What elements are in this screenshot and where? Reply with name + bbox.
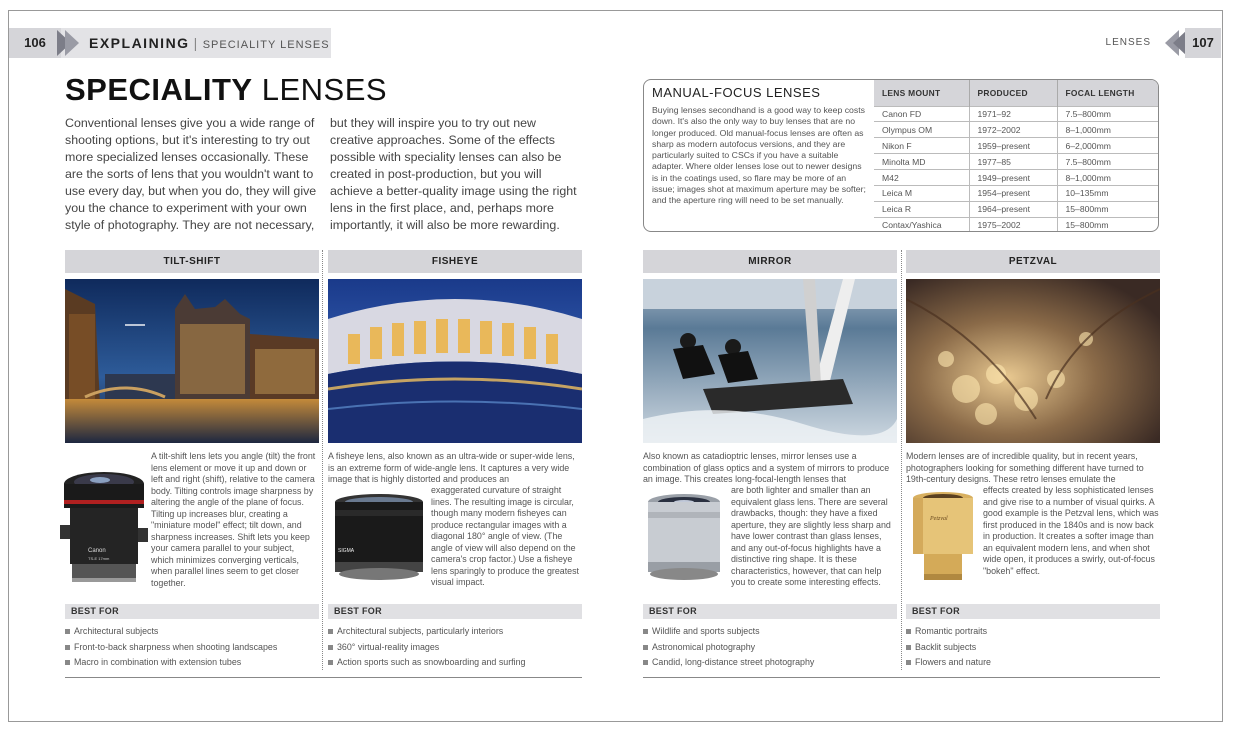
table-row: [874, 185, 1159, 201]
lens-brand-mark: SIGMA: [338, 548, 355, 554]
list-item: Architectural subjects: [65, 626, 319, 642]
tilt-shift-best-for: BEST FOR: [65, 604, 319, 619]
table-cell: 1977–85: [969, 154, 1057, 170]
fisheye-photo: [328, 279, 582, 443]
table-cell: 8–1,000mm: [1057, 122, 1159, 138]
list-item: Candid, long-distance street photography: [643, 657, 897, 673]
bottom-rule-left: [65, 677, 582, 678]
list-item: Macro in combination with extension tubes: [65, 657, 319, 673]
table-cell: 1959–present: [969, 138, 1057, 154]
lens-mount-table: [874, 80, 1159, 232]
table-cell: Leica M: [874, 185, 969, 201]
mirror-photo: [643, 279, 897, 443]
mirror-text: are both lighter and smaller than an equivalent glass lens. There are several drawbacks, though: they have a fixed aperture, they are slightly less sharp and have lower contrast than glass lenses, and any out-of-focus highlights have a distinctive ring shape. It is these characteristics, however, that can help you to create some interesting effects.: [731, 485, 891, 587]
petzval-best-for: BEST FOR: [906, 604, 1160, 619]
right-section-label: LENSES: [1105, 37, 1151, 48]
table-cell: 1964–present: [969, 201, 1057, 217]
table-cell: 6–2,000mm: [1057, 138, 1159, 154]
tilt-shift-heading: TILT-SHIFT: [65, 250, 319, 273]
table-row: [874, 201, 1159, 217]
table-row: [874, 106, 1159, 122]
table-header: FOCAL LENGTH: [1057, 80, 1159, 106]
fisheye-best-for: BEST FOR: [328, 604, 582, 619]
page-title: [65, 72, 387, 108]
tilt-shift-text: A tilt-shift lens lets you angle (tilt) the front lens element or move it up and down or left and right (shift), relative to the camera body. Tilting controls image sharpness by altering the angle of the plane of focus. Tilting up increases blur, creating a "miniature model" effect; tilt down, and sharpness increases. Shift lets you keep your camera parallel to your subject, which minimizes converging verticals, when parallel lines seem to get closer together.: [151, 451, 316, 588]
mirror-heading: MIRROR: [643, 250, 897, 273]
fisheye-best-list: [328, 626, 582, 673]
table-row: [874, 138, 1159, 154]
bokeh-image: [906, 279, 1160, 443]
list-item: 360° virtual-reality images: [328, 642, 582, 658]
left-page-number: 106: [9, 28, 61, 58]
table-cell: 15–800mm: [1057, 201, 1159, 217]
table-cell: 1971–92: [969, 106, 1057, 122]
petzval-photo: [906, 279, 1160, 443]
table-row: [874, 217, 1159, 232]
mirror-lens-image: [645, 492, 723, 589]
table-cell: Contax/Yashica: [874, 217, 969, 232]
list-item: Romantic portraits: [906, 626, 1160, 642]
list-item: Wildlife and sports subjects: [643, 626, 897, 642]
table-cell: 15–800mm: [1057, 217, 1159, 232]
section-name: EXPLAINING: [89, 35, 190, 51]
table-cell: 1949–present: [969, 170, 1057, 186]
fisheye-heading: FISHEYE: [328, 250, 582, 273]
fisheye-text: exaggerated curvature of straight lines. The resulting image is circular, though many modern fisheyes can produce rectangular images with a diagonal 180° angle of view. (The angle of view will also depend on the camera's crop factor.) Use a fisheye lens sparingly to produce the greatest visual impact.: [431, 485, 580, 587]
lens-brand-mark: Canon: [88, 548, 106, 554]
subsection-name: SPECIALITY LENSES: [202, 39, 330, 51]
right-page-number: 107: [1185, 28, 1221, 58]
list-item: Flowers and nature: [906, 657, 1160, 673]
title-light: LENSES: [252, 72, 388, 107]
petzval-text: effects created by less sophisticated lenses and give rise to a number of visual quirks. A good example is the Petzval lens, which was first produced in the 1840s and is now back in production. It creates a softer image than an equivalent modern lens, and when shot wide open, it produces a swirly, out-of-focus "bokeh" effect.: [983, 485, 1159, 576]
mirror-text-top: Also known as catadioptric lenses, mirror lenses use a combination of glass optics and a system of mirrors to produce an image. This creates long-focal-length lenses that: [643, 451, 890, 484]
manual-focus-body: Buying lenses secondhand is a good way to keep costs down. It's also the only way to buy lenses that are no longer produced. Old manual-focus lenses are often as sharp as modern autofocus versions, and they are particularly suited to CSCs if you have a suitable adapter. Where older lenses lose out to newer designs is in the coatings used, so flare may be more of an issue; images shot at maximum aperture may be softer; and the aperture ring will need to be set manually.: [652, 105, 866, 206]
city-night-image: [65, 279, 319, 443]
petzval-text-top: Modern lenses are of incredible quality, but in recent years, photographers looking for something different have turned to 19th-century designs. These retro lenses emulate the: [906, 451, 1144, 484]
column-divider: [901, 250, 902, 670]
petzval-lens-image: [910, 490, 976, 591]
lens-spec-mark: TS-E 17mm: [88, 556, 110, 561]
table-cell: 10–135mm: [1057, 185, 1159, 201]
table-row: [874, 170, 1159, 186]
table-cell: Canon FD: [874, 106, 969, 122]
table-header: PRODUCED: [969, 80, 1057, 106]
chevron-right-icon: [65, 30, 79, 56]
mirror-best-list: [643, 626, 897, 673]
table-cell: 7.5–800mm: [1057, 106, 1159, 122]
list-item: Backlit subjects: [906, 642, 1160, 658]
table-cell: Minolta MD: [874, 154, 969, 170]
list-item: Architectural subjects, particularly interiors: [328, 626, 582, 642]
petzval-heading: PETZVAL: [906, 250, 1160, 273]
mirror-best-for: BEST FOR: [643, 604, 897, 619]
title-bold: SPECIALITY: [65, 72, 253, 107]
intro-paragraph-1: Conventional lenses give you a wide range of shooting options, but it's interesting to try out more specialized lenses occasionally. These are the sorts of lens that you wouldn't want to use every day, but when you do, they will give you the chance to experiment with your own style of photography. They are not necessary,: [65, 116, 317, 232]
sailing-image: [643, 279, 897, 443]
table-header-row: [874, 80, 1159, 106]
table-cell: 1954–present: [969, 185, 1057, 201]
table-cell: Nikon F: [874, 138, 969, 154]
table-cell: 8–1,000mm: [1057, 170, 1159, 186]
tilt-shift-best-list: [65, 626, 319, 673]
table-cell: Olympus OM: [874, 122, 969, 138]
table-row: [874, 154, 1159, 170]
table-cell: 1972–2002: [969, 122, 1057, 138]
bottom-rule-right: [643, 677, 1160, 678]
manual-focus-title: MANUAL-FOCUS LENSES: [652, 85, 821, 100]
table-cell: 1975–2002: [969, 217, 1057, 232]
manual-focus-panel: [643, 79, 1159, 232]
lens-brand-mark: Petzval: [930, 516, 948, 522]
table-header: LENS MOUNT: [874, 80, 969, 106]
table-cell: Leica R: [874, 201, 969, 217]
table-cell: M42: [874, 170, 969, 186]
manual-focus-text: [652, 85, 866, 207]
header-separator: |: [193, 35, 199, 51]
petzval-best-list: [906, 626, 1160, 673]
intro-paragraph-2: but they will inspire you to try out new creative approaches. Some of the effects possible with speciality lenses can also be created in post-production, but you will achieve a better-quality image using the right lens in the first place, and, perhaps more importantly, it will also be more rewarding.: [330, 116, 577, 232]
table-cell: 7.5–800mm: [1057, 154, 1159, 170]
table-row: [874, 122, 1159, 138]
header-right: [1085, 28, 1221, 58]
header-left: [9, 28, 331, 58]
tilt-shift-lens-image: [60, 470, 148, 593]
list-item: Front-to-back sharpness when shooting landscapes: [65, 642, 319, 658]
fisheye-text-top: A fisheye lens, also known as an ultra-wide or super-wide lens, is an extreme form of wide-angle lens. It captures a very wide image that is highly distorted and produces an: [328, 451, 575, 484]
mosque-fisheye-image: [328, 279, 582, 443]
section-title: [89, 28, 330, 60]
tilt-shift-photo: [65, 279, 319, 443]
column-divider: [322, 250, 323, 670]
fisheye-lens-image: [332, 492, 426, 591]
list-item: Astronomical photography: [643, 642, 897, 658]
list-item: Action sports such as snowboarding and surfing: [328, 657, 582, 673]
